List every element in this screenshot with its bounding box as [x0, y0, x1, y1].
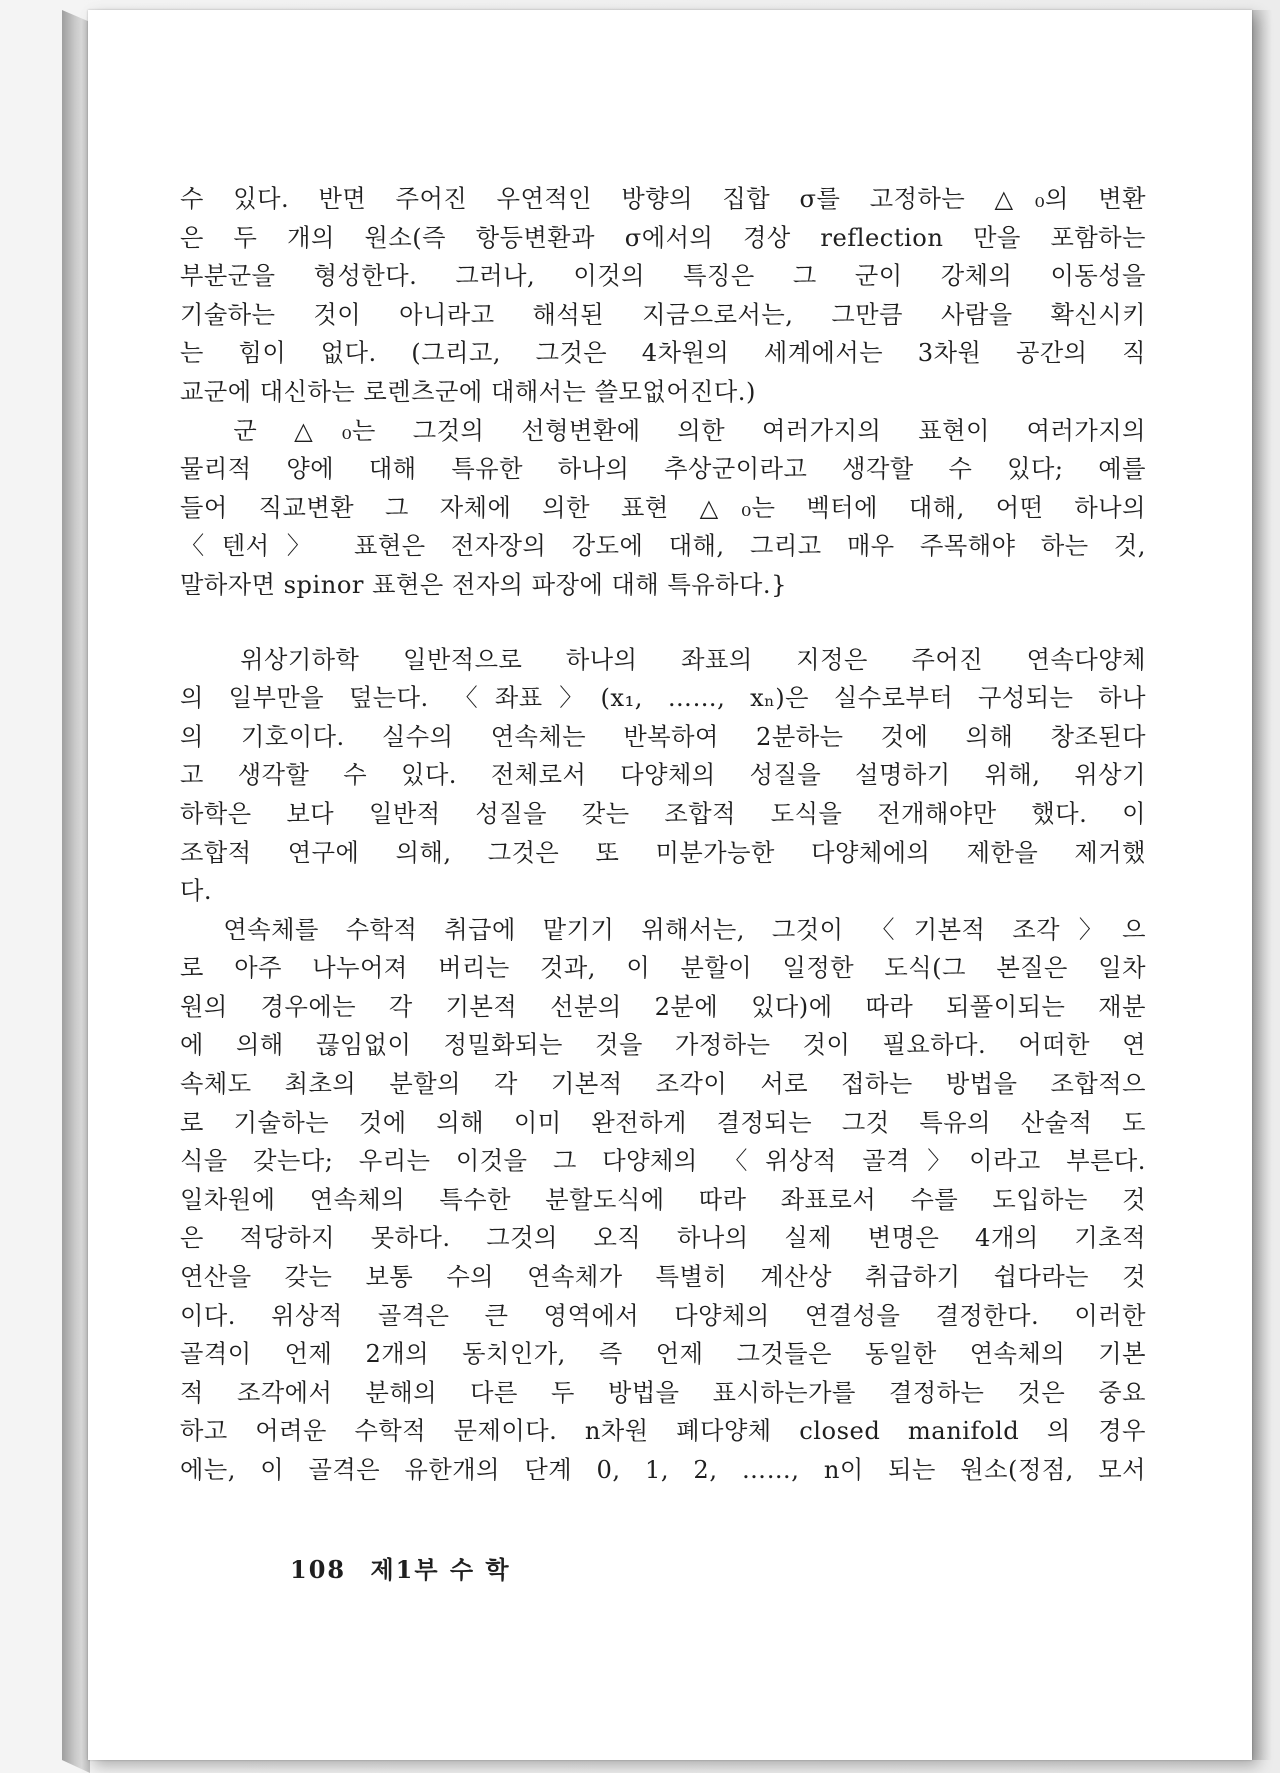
text-line: 연산을 갖는 보통 수의 연속체가 특별히 계산상 취급하기 쉽다라는 것 [180, 1263, 1146, 1292]
text-line: 〈텐서〉 표현은 전자장의 강도에 대해, 그리고 매우 주목해야 하는 것, [180, 532, 1146, 561]
paragraph-1 [180, 180, 1146, 412]
text-line: 에는, 이 골격은 유한개의 단계 0, 1, 2, ……, n이 되는 원소(정점, 모서 [180, 1456, 1146, 1484]
text-line: 식을 갖는다; 우리는 이것을 그 다양체의 〈위상적 골격〉이라고 부른다. [180, 1147, 1146, 1176]
text-line: 이다. 위상적 골격은 큰 영역에서 다양체의 연결성을 결정한다. 이러한 [180, 1301, 1146, 1330]
section-title: 제1부 수 학 [370, 1555, 511, 1584]
text-line: 하고 어려운 수학적 문제이다. n차원 폐다양체 closed manifold 의 경우 [180, 1417, 1146, 1446]
text-line: 조합적 연구에 의해, 그것은 또 미분가능한 다양체에의 제한을 제거했 [180, 838, 1146, 867]
book-spine [62, 0, 90, 1773]
text-line: 교군에 대신하는 로렌츠군에 대해서는 쓸모없어진다.) [180, 377, 756, 406]
text-line: 골격이 언제 2개의 동치인가, 즉 언제 그것들은 동일한 연속체의 기본 [180, 1340, 1146, 1369]
text-line: 원의 경우에는 각 기본적 선분의 2분에 있다)에 따라 되풀이되는 재분 [180, 992, 1146, 1021]
text-line: 일차원에 연속체의 특수한 분할도식에 따라 좌표로서 수를 도입하는 것 [180, 1185, 1146, 1214]
paragraph-3 [180, 641, 1146, 911]
paragraph-4 [180, 911, 1146, 1490]
text-line: 의 기호이다. 실수의 연속체는 반복하여 2분하는 것에 의해 창조된다 [180, 722, 1146, 751]
page-footer [290, 1550, 525, 1585]
text-line: 은 적당하지 못하다. 그것의 오직 하나의 실제 변명은 4개의 기초적 [180, 1224, 1146, 1253]
text-line: 연속체를 수학적 취급에 맡기기 위해서는, 그것이 〈기본적 조각〉으 [180, 915, 1146, 944]
text-line: 고 생각할 수 있다. 전체로서 다양체의 성질을 설명하기 위해, 위상기 [180, 761, 1146, 790]
page-number: 108 [290, 1555, 347, 1584]
text-line: 다. [180, 877, 213, 906]
text-line: 로 기술하는 것에 의해 이미 완전하게 결정되는 그것 특유의 산술적 도 [180, 1108, 1146, 1137]
text-line: 위상기하학 일반적으로 하나의 좌표의 지정은 주어진 연속다양체 [180, 645, 1146, 674]
text-line: 말하자면 spinor 표현은 전자의 파장에 대해 특유하다.} [180, 570, 787, 599]
text-line: 들어 직교변환 그 자체에 의한 표현 △₀는 벡터에 대해, 어떤 하나의 [180, 493, 1146, 522]
text-line: 하학은 보다 일반적 성질을 갖는 조합적 도식을 전개해야만 했다. 이 [180, 799, 1146, 828]
text-line: 수 있다. 반면 주어진 우연적인 방향의 집합 σ를 고정하는 △₀의 변환 [180, 185, 1146, 213]
text-line: 기술하는 것이 아니라고 해석된 지금으로서는, 그만큼 사람을 확신시키 [180, 300, 1146, 329]
text-line: 는 힘이 없다. (그리고, 그것은 4차원의 세계에서는 3차원 공간의 직 [180, 339, 1146, 368]
text-line: 의 일부만을 덮는다. 〈좌표〉(x₁, ……, xₙ)은 실수로부터 구성되는 하나 [180, 684, 1146, 713]
body-text [180, 180, 1146, 1490]
text-line: 부분군을 형성한다. 그러나, 이것의 특징은 그 군이 강체의 이동성을 [180, 262, 1146, 291]
text-line: 속체도 최초의 분할의 각 기본적 조각이 서로 접하는 방법을 조합적으 [180, 1070, 1146, 1099]
text-line: 은 두 개의 원소(즉 항등변환과 σ에서의 경상 reflection 만을 포함하는 [180, 223, 1146, 252]
text-line: 군 △₀는 그것의 선형변환에 의한 여러가지의 표현이 여러가지의 [180, 416, 1146, 445]
page-edge-shadow [1252, 10, 1272, 1760]
paragraph-spacer [180, 605, 1146, 641]
text-line: 로 아주 나누어져 버리는 것과, 이 분할이 일정한 도식(그 본질은 일차 [180, 954, 1146, 983]
text-line: 에 의해 끊임없이 정밀화되는 것을 가정하는 것이 필요하다. 어떠한 연 [180, 1031, 1146, 1060]
text-line: 물리적 양에 대해 특유한 하나의 추상군이라고 생각할 수 있다; 예를 [180, 455, 1146, 484]
text-line: 적 조각에서 분해의 다른 두 방법을 표시하는가를 결정하는 것은 중요 [180, 1378, 1146, 1407]
paragraph-2 [180, 412, 1146, 605]
